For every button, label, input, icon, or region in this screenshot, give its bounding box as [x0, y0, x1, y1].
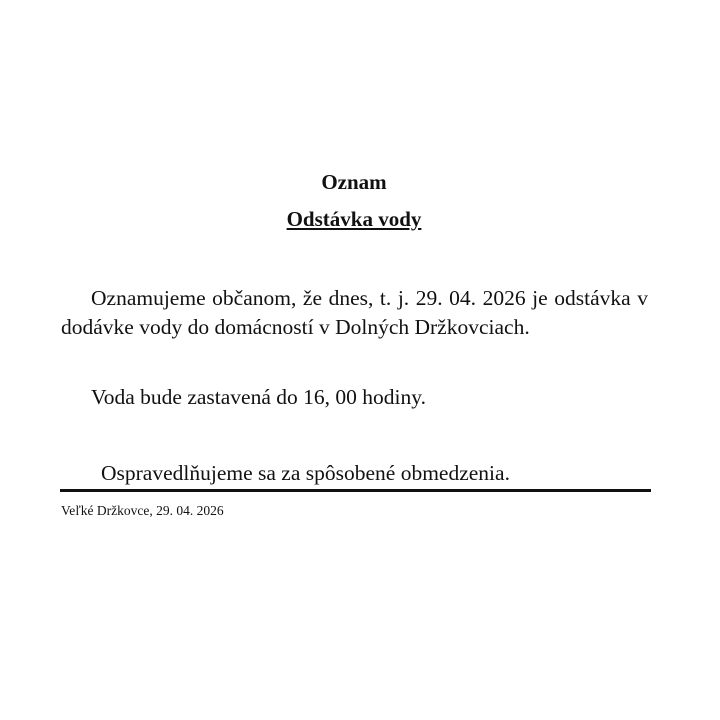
- notice-subtitle: Odstávka vody: [286, 207, 422, 231]
- place-and-date: Veľké Držkovce, 29. 04. 2026: [61, 503, 224, 518]
- notice-paragraph: Oznamujeme občanom, že dnes, t. j. 29. 04. 2026 je odstávka v dodávke vody do domácností v Dolných Držkovciach.: [61, 286, 648, 339]
- horizontal-rule: [60, 489, 651, 492]
- notice-paragraph: Voda bude zastavená do 16, 00 hodiny.: [91, 385, 426, 409]
- apology-text: Ospravedlňujeme sa za spôsobené obmedzenia.: [101, 461, 510, 485]
- notice-title: Oznam: [321, 170, 387, 194]
